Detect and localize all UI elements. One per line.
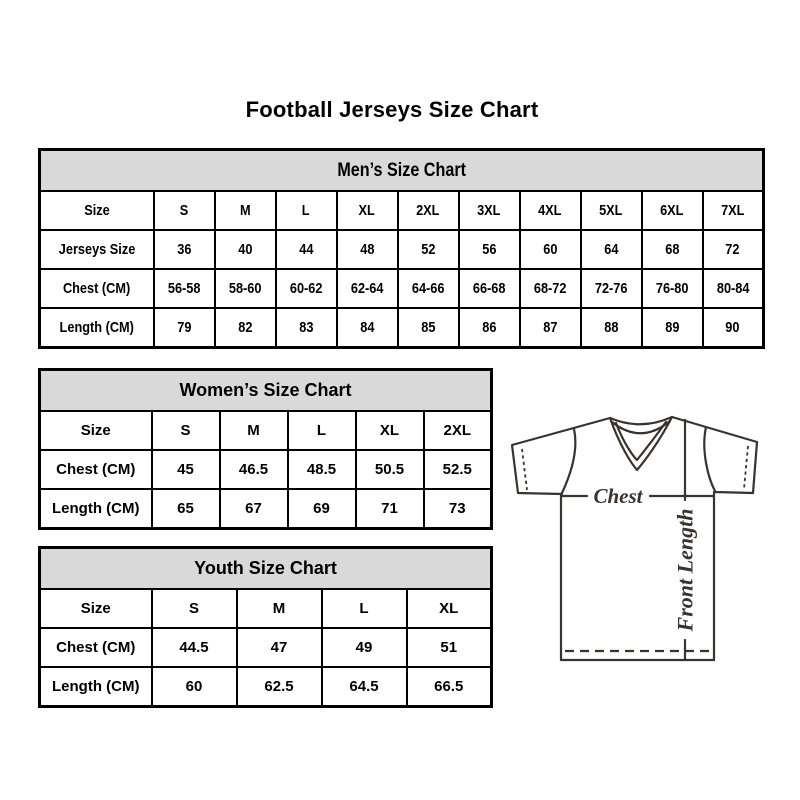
data-cell [322, 628, 407, 667]
data-cell [152, 411, 220, 450]
row-header-cell [40, 628, 152, 667]
data-cell [398, 269, 459, 308]
data-cell [237, 589, 322, 628]
cell-text: 90 [725, 319, 740, 336]
data-cell [215, 308, 276, 348]
cell-text: 45 [177, 461, 194, 478]
cell-text: 56-58 [167, 280, 201, 297]
data-cell [152, 450, 220, 489]
chest-label: Chest [593, 483, 643, 508]
cell-text: 36 [176, 241, 192, 258]
data-cell [424, 489, 492, 529]
data-cell [276, 230, 337, 269]
data-cell [276, 191, 337, 230]
cell-text: 48 [359, 241, 375, 258]
data-cell [288, 450, 356, 489]
data-cell [398, 191, 459, 230]
data-cell [152, 489, 220, 529]
data-cell [703, 269, 764, 308]
data-cell [152, 628, 237, 667]
table-row [40, 489, 492, 529]
data-cell [459, 230, 520, 269]
cell-text: 6XL [660, 202, 684, 219]
jersey-measurement-diagram [495, 400, 780, 675]
cell-text: 76-80 [655, 280, 689, 297]
cell-text: S [188, 600, 199, 617]
cell-text: 40 [237, 241, 253, 258]
cell-text: 68-72 [533, 280, 567, 297]
data-cell [407, 589, 492, 628]
womens-size-table [38, 368, 493, 530]
cell-text: 84 [359, 319, 375, 336]
cell-text: 87 [542, 319, 558, 336]
data-cell [356, 411, 424, 450]
cell-text: Chest (CM) [63, 280, 131, 297]
cell-text: 44 [298, 241, 314, 258]
cell-text: 46.5 [238, 461, 269, 478]
men-table-title [40, 150, 764, 192]
cell-text: M [247, 422, 260, 439]
data-cell [520, 191, 581, 230]
cell-text: Length (CM) [52, 500, 140, 517]
data-cell [398, 308, 459, 348]
cell-text: 85 [420, 319, 436, 336]
data-cell [337, 308, 398, 348]
cell-text: S [180, 422, 191, 439]
data-cell [220, 450, 288, 489]
cell-text: M [239, 202, 251, 219]
row-header-cell [40, 269, 154, 308]
cell-text: Size [80, 422, 111, 439]
women-table-header-row [40, 370, 492, 412]
jersey-diagram-svg [495, 400, 780, 675]
mens-size-table [38, 148, 765, 349]
cell-text: 60-62 [289, 280, 323, 297]
table-row [40, 411, 492, 450]
cell-text: 72 [725, 241, 740, 258]
data-cell [642, 230, 703, 269]
data-cell [154, 230, 215, 269]
cell-text: 88 [603, 319, 619, 336]
cell-text: Size [80, 600, 111, 617]
cell-text: 65 [177, 500, 194, 517]
data-cell [154, 191, 215, 230]
data-cell [356, 450, 424, 489]
cell-text: 2XL [443, 422, 471, 439]
data-cell [520, 308, 581, 348]
data-cell [642, 308, 703, 348]
data-cell [337, 269, 398, 308]
row-header-cell [40, 230, 154, 269]
data-cell [520, 230, 581, 269]
cell-text: XL [379, 422, 400, 439]
cell-text: 5XL [599, 202, 623, 219]
cell-text: Length (CM) [59, 319, 134, 336]
data-cell [220, 411, 288, 450]
data-cell [581, 308, 642, 348]
cell-text: 64 [603, 241, 619, 258]
data-cell [424, 411, 492, 450]
data-cell [398, 230, 459, 269]
cell-text: 52.5 [442, 461, 472, 478]
jersey-left-outline [512, 418, 610, 660]
men-table-title-text: Men’s Size Chart [337, 159, 466, 181]
data-cell [407, 667, 492, 707]
cell-text: 69 [313, 500, 330, 517]
cell-text: 79 [176, 319, 192, 336]
table-row [40, 589, 492, 628]
cell-text: S [179, 202, 189, 219]
table-row [40, 628, 492, 667]
row-header-cell [40, 589, 152, 628]
cell-text: 48.5 [306, 461, 337, 478]
row-header-cell [40, 308, 154, 348]
cell-text: 66-68 [472, 280, 506, 297]
data-cell [322, 667, 407, 707]
page-title: Football Jerseys Size Chart [245, 97, 539, 122]
data-cell [581, 230, 642, 269]
data-cell [356, 489, 424, 529]
men-table-header-row [40, 150, 764, 192]
cell-text: 73 [448, 500, 466, 517]
cell-text: 62.5 [264, 678, 294, 695]
data-cell [215, 230, 276, 269]
cell-text: 82 [237, 319, 253, 336]
cell-text: 72-76 [594, 280, 628, 297]
data-cell [220, 489, 288, 529]
cell-text: L [302, 202, 310, 219]
data-cell [276, 308, 337, 348]
cell-text: 47 [270, 639, 288, 656]
cell-text: 86 [481, 319, 497, 336]
cell-text: Size [83, 202, 110, 219]
cell-text: 89 [664, 319, 680, 336]
data-cell [459, 191, 520, 230]
cell-text: 51 [440, 639, 458, 656]
data-cell [459, 269, 520, 308]
table-row [40, 308, 764, 348]
row-header-cell [40, 191, 154, 230]
data-cell [337, 191, 398, 230]
data-cell [152, 589, 237, 628]
row-header-cell [40, 411, 152, 450]
data-cell [215, 269, 276, 308]
data-cell [424, 450, 492, 489]
row-header-cell [40, 489, 152, 529]
cell-text: Jerseys Size [58, 241, 136, 258]
cell-text: L [316, 422, 327, 439]
cell-text: L [359, 600, 369, 617]
cell-text: 50.5 [374, 461, 405, 478]
data-cell [703, 191, 764, 230]
data-cell [337, 230, 398, 269]
cell-text: 68 [664, 241, 680, 258]
data-cell [703, 230, 764, 269]
cell-text: Length (CM) [52, 678, 140, 695]
data-cell [215, 191, 276, 230]
cell-text: 80-84 [716, 280, 750, 297]
table-row [40, 667, 492, 707]
data-cell [459, 308, 520, 348]
data-cell [237, 628, 322, 667]
cell-text: 71 [381, 500, 398, 517]
cell-text: 7XL [721, 202, 745, 219]
cell-text: 44.5 [179, 639, 209, 656]
data-cell [152, 667, 237, 707]
row-header-cell [40, 667, 152, 707]
data-cell [276, 269, 337, 308]
youth-table-header-row [40, 548, 492, 590]
data-cell [642, 191, 703, 230]
row-header-cell [40, 450, 152, 489]
cell-text: 66.5 [434, 678, 464, 695]
cell-text: M [272, 600, 286, 617]
data-cell [520, 269, 581, 308]
cell-text: 49 [355, 639, 373, 656]
cell-text: 4XL [538, 202, 562, 219]
cell-text: 52 [420, 241, 436, 258]
cell-text: XL [439, 600, 459, 617]
cell-text: 62-64 [350, 280, 384, 297]
right-cuff-dashed-line [744, 446, 748, 489]
cell-text: 60 [542, 241, 558, 258]
women-table-title-text: Women’s Size Chart [179, 380, 352, 400]
cell-text: 2XL [416, 202, 440, 219]
youth-table-title-text: Youth Size Chart [194, 558, 337, 578]
cell-text: 64.5 [349, 678, 379, 695]
table-row [40, 450, 492, 489]
front-length-label: Front Length [672, 508, 698, 632]
data-cell [581, 269, 642, 308]
data-cell [581, 191, 642, 230]
cell-text: 56 [481, 241, 497, 258]
data-cell [154, 269, 215, 308]
youth-table-title [40, 548, 492, 590]
cell-text: 3XL [477, 202, 501, 219]
data-cell [407, 628, 492, 667]
data-cell [288, 489, 356, 529]
table-row [40, 269, 764, 308]
cell-text: Chest (CM) [56, 461, 136, 478]
women-table-title [40, 370, 492, 412]
data-cell [154, 308, 215, 348]
cell-text: 58-60 [228, 280, 262, 297]
data-cell [237, 667, 322, 707]
youth-size-table [38, 546, 493, 708]
cell-text: 67 [245, 500, 262, 517]
data-cell [322, 589, 407, 628]
collar-top-arc [610, 417, 672, 424]
data-cell [288, 411, 356, 450]
cell-text: 83 [298, 319, 314, 336]
cell-text: 60 [185, 678, 203, 695]
cell-text: XL [358, 202, 376, 219]
data-cell [703, 308, 764, 348]
table-row [40, 191, 764, 230]
table-row [40, 230, 764, 269]
cell-text: 64-66 [411, 280, 445, 297]
cell-text: Chest (CM) [56, 639, 136, 656]
data-cell [642, 269, 703, 308]
left-cuff-dashed-line [522, 449, 527, 490]
